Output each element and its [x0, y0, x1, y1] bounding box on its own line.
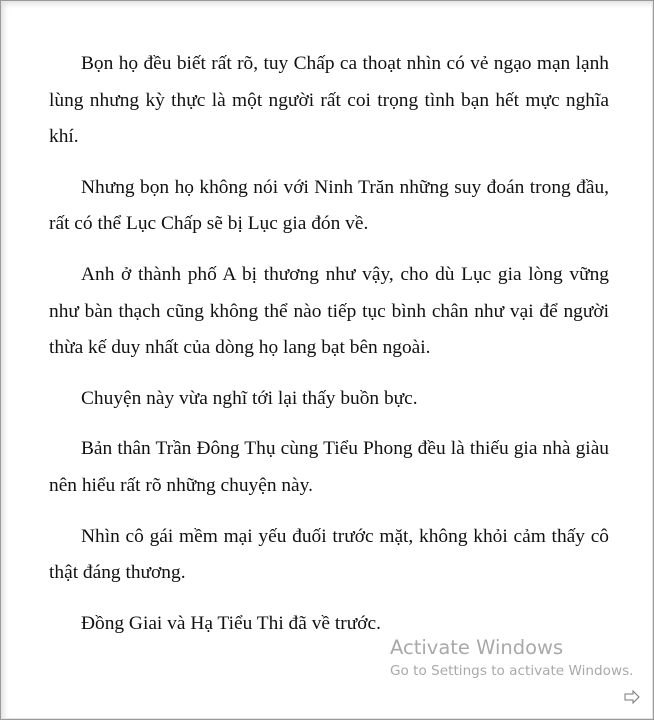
mouse-cursor-icon [624, 690, 640, 704]
watermark-subtitle: Go to Settings to activate Windows. [390, 663, 634, 679]
watermark-title: Activate Windows [390, 636, 564, 659]
paragraph: Bản thân Trần Đông Thụ cùng Tiểu Phong đều là thiếu gia nhà giàu nên hiểu rất rõ những chuyện này. [49, 438, 609, 496]
paragraph: Chuyện này vừa nghĩ tới lại thấy buồn bực. [81, 387, 418, 409]
activation-watermark [390, 635, 634, 681]
document-page [49, 46, 609, 656]
paragraph: Bọn họ đều biết rất rõ, tuy Chấp ca thoạt nhìn có vẻ ngạo mạn lạnh lùng nhưng kỳ thực là một người rất coi trọng tình bạn hết mực nghĩa khí. [49, 53, 609, 148]
paragraph: Anh ở thành phố A bị thương như vậy, cho dù Lục gia lòng vững như bàn thạch cũng không thể nào tiếp tục bình chân như vại để người thừa kế duy nhất của dòng họ lang bạt bên ngoài. [49, 263, 609, 359]
paragraph: Đồng Giai và Hạ Tiểu Thi đã về trước. [81, 612, 381, 634]
paragraph: Nhìn cô gái mềm mại yếu đuối trước mặt, không khỏi cảm thấy cô thật đáng thương. [49, 525, 609, 584]
paragraph: Nhưng bọn họ không nói với Ninh Trăn những suy đoán trong đầu, rất có thể Lục Chấp sẽ bị Lục gia đón về. [49, 176, 609, 235]
